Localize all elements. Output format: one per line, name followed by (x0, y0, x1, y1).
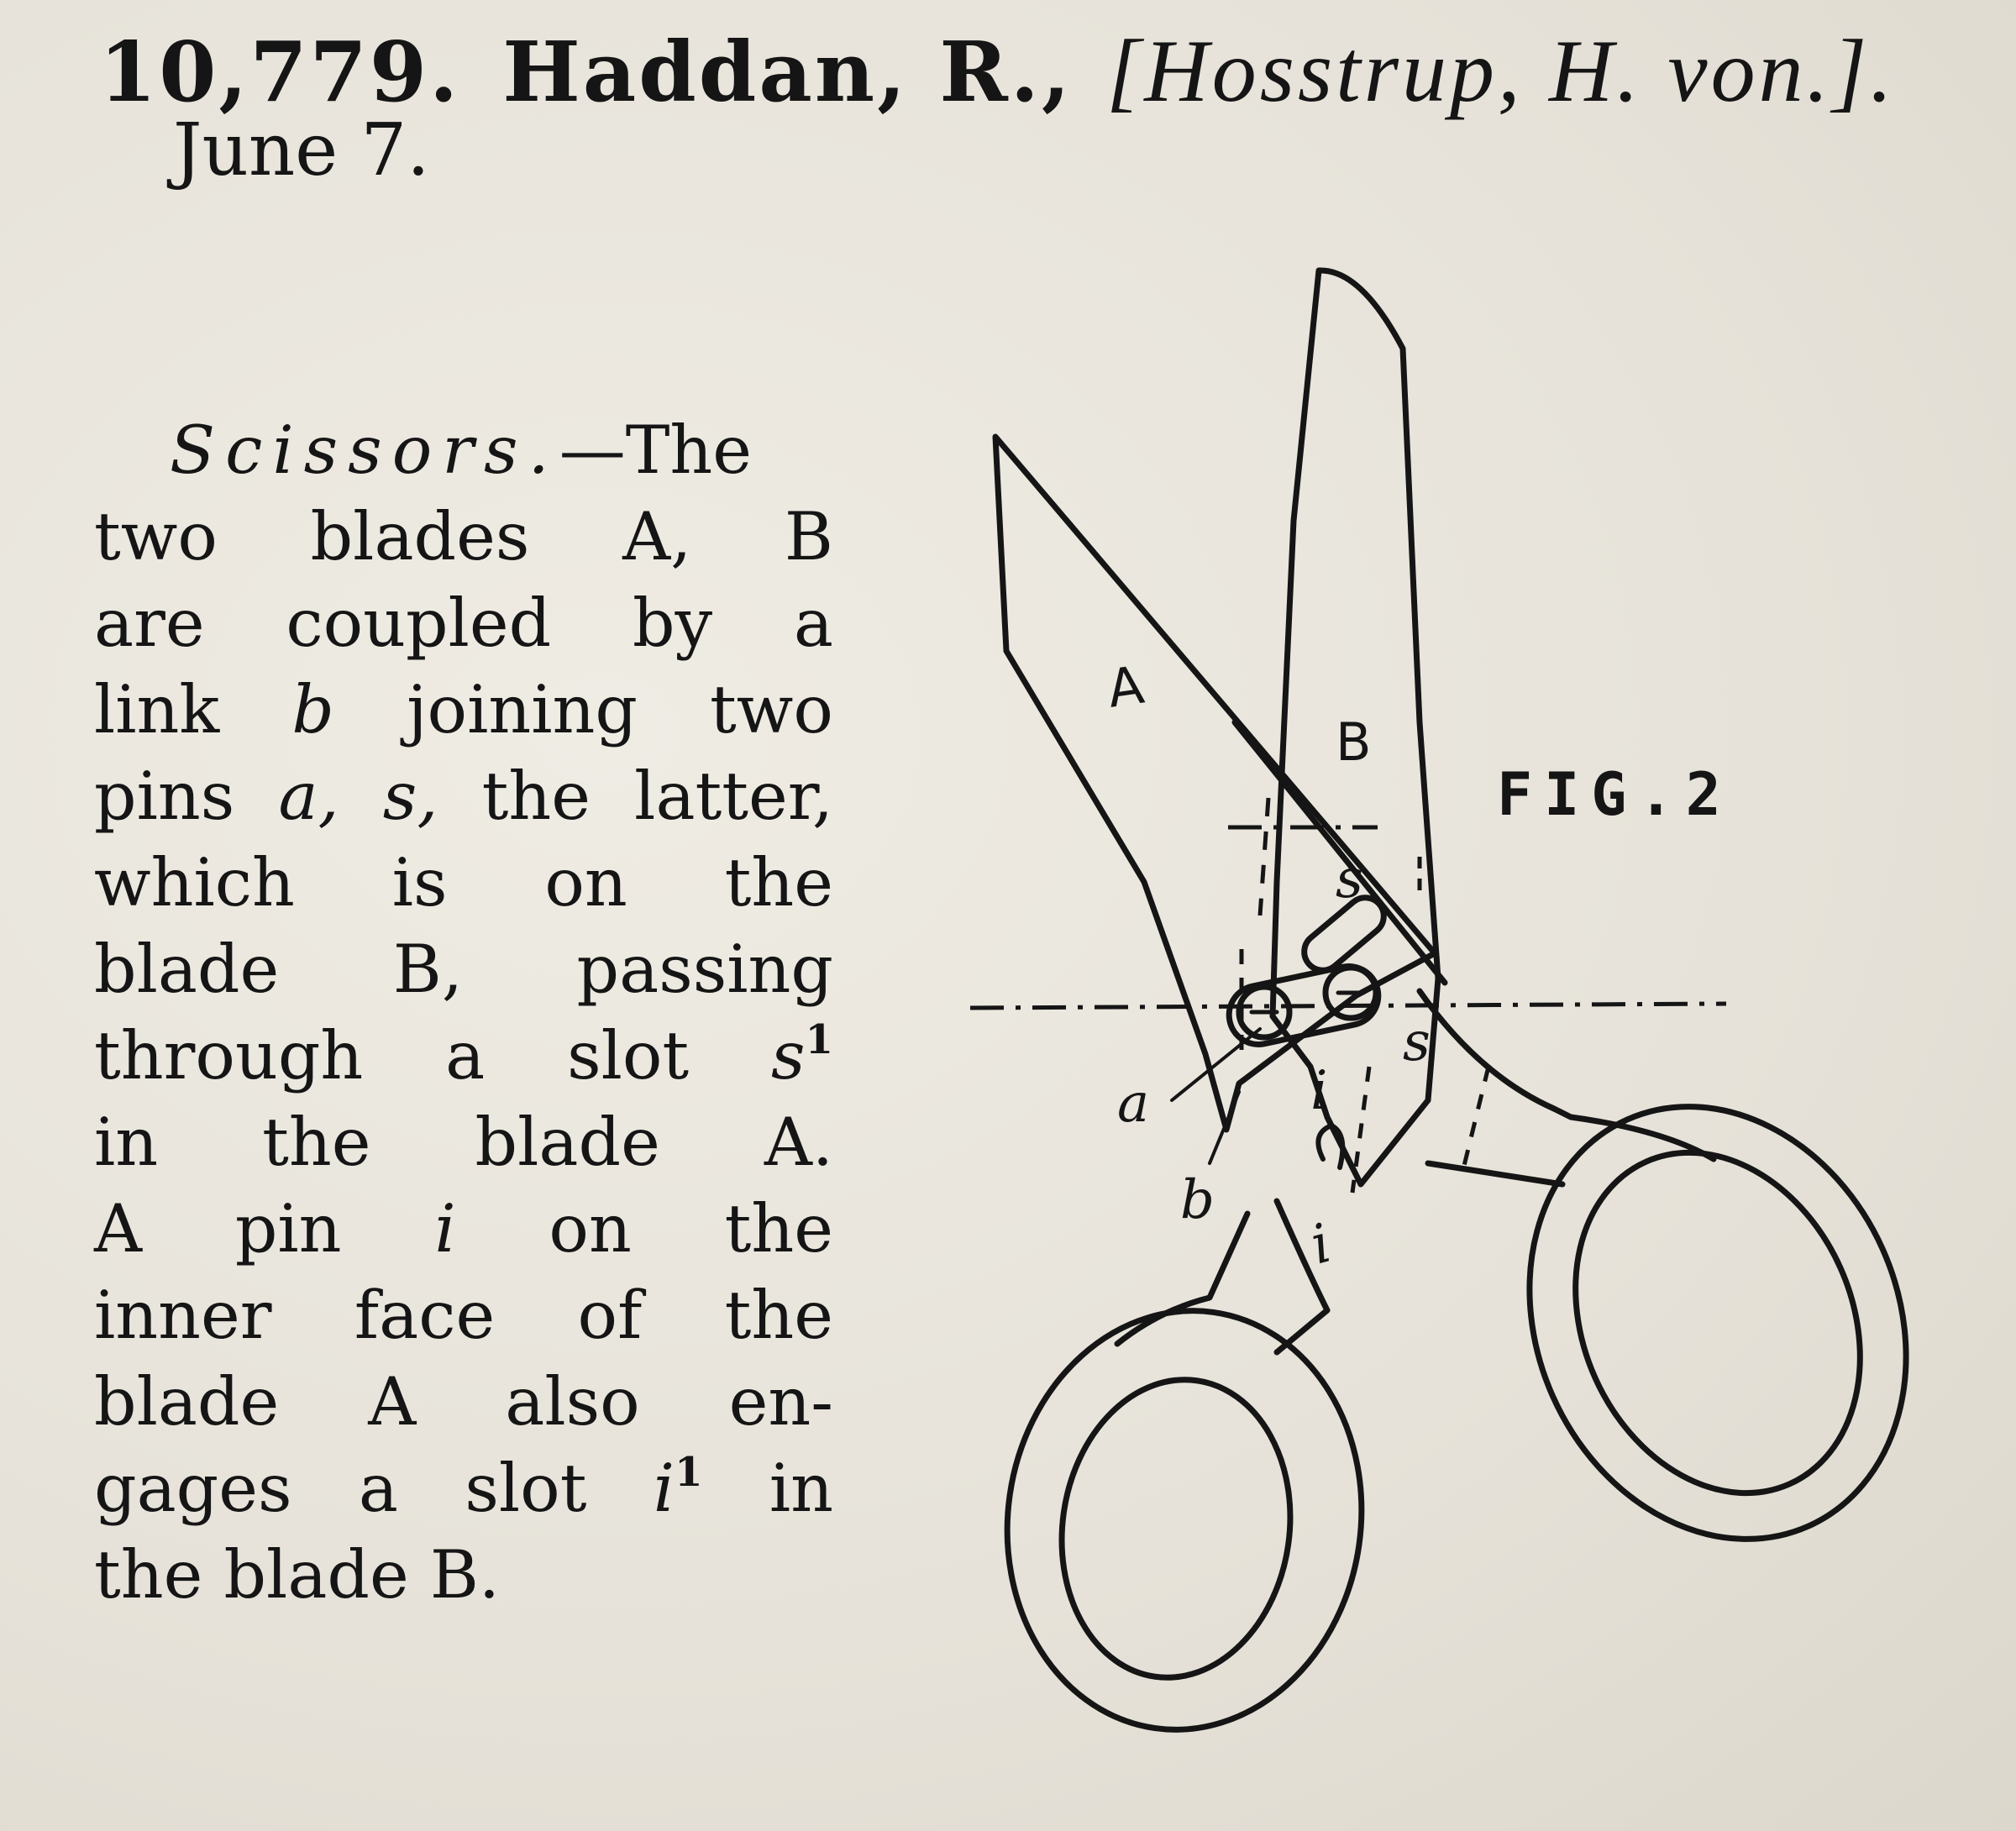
pin-a (1239, 987, 1289, 1037)
abstract-line-8: through a slot $s^1$ (94, 1016, 833, 1094)
abstract-line-14: the blade B. (94, 1536, 501, 1613)
abstract-line-9: in the blade A. (94, 1104, 833, 1181)
abstract-line-10: A pin i on the (94, 1190, 833, 1267)
label-link-b: b (1180, 1169, 1215, 1231)
label-blade-a: A (1103, 653, 1148, 720)
abstract-line-11: inner face of the (94, 1277, 833, 1354)
figure-caption: FIG.2 (1497, 760, 1733, 829)
applicant-name: Haddan, R., (502, 24, 1073, 121)
abstract-line-5: pins a, s, the latter, (94, 758, 833, 835)
label-blade-b: B (1336, 711, 1372, 773)
abstract-line-13: gages a slot $i^1$ in (94, 1449, 833, 1527)
hidden-line-5 (1462, 1067, 1488, 1176)
label-pin-s-top: s (1336, 848, 1363, 910)
abstract-line-3: are coupled by a (94, 585, 833, 662)
handle-a-ring-outer (980, 1288, 1388, 1753)
hidden-line-1 (1260, 798, 1268, 916)
label-pin-i-top: i (1310, 1060, 1328, 1122)
abstract-line-12: blade A also en- (94, 1363, 833, 1440)
abstract-line-7: blade B, passing (94, 931, 833, 1008)
centre-line-horizontal (970, 1004, 1726, 1008)
handle-a-ring-inner (1043, 1365, 1310, 1692)
handle-a-shank (1117, 1201, 1327, 1352)
blade-a-edge (1235, 722, 1445, 983)
handle-b-shank (1420, 991, 1714, 1184)
label-pin-s-mid: s (1403, 1011, 1431, 1073)
abstract-line-6: which is on the (94, 844, 833, 921)
entry-header (99, 22, 1989, 192)
slot-i1 (1318, 1125, 1342, 1167)
abstract-text (94, 407, 833, 1619)
blade-a-outline (995, 437, 1435, 1130)
communicated-by: [Hosstrup, H. von.]. (1106, 22, 1896, 120)
pin-s (1326, 968, 1376, 1018)
patent-number: 10,779. (99, 24, 461, 121)
handle-b-ring-inner (1523, 1107, 1912, 1539)
label-pin-a: a (1117, 1073, 1150, 1135)
abstract-line-2: two blades A, B (94, 498, 833, 575)
entry-date: June 7. (173, 108, 430, 192)
slot-s1 (1297, 890, 1392, 978)
abstract-line-4: link b joining two (94, 671, 833, 748)
label-slot-i-bottom: i (1304, 1212, 1337, 1278)
entry-title-line (99, 22, 1989, 121)
abstract-title: Scissors. (170, 412, 559, 489)
hidden-line-4 (1352, 1067, 1369, 1193)
abstract-line-1: Scissors.—The (170, 412, 753, 489)
link-b (1224, 961, 1384, 1050)
handle-b-ring-outer (1462, 1046, 1973, 1599)
blade-b-outline (1273, 270, 1438, 1184)
